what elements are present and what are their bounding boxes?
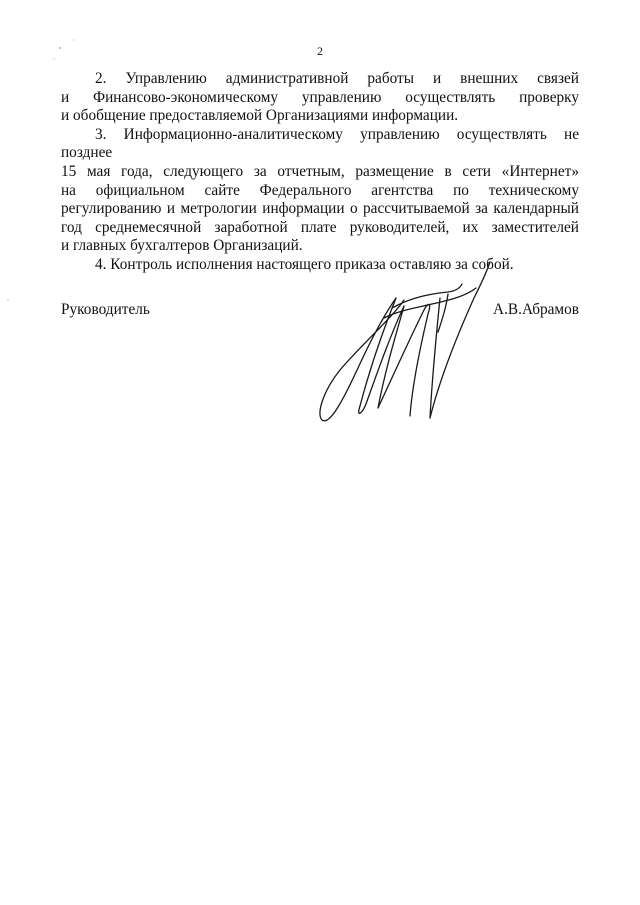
paragraph-line: 4. Контроль исполнения настоящего приказа оставляю за собой. xyxy=(95,255,514,273)
paragraph-line: на официальном сайте Федерального агентства по техническому xyxy=(61,181,579,199)
paragraph-line: 3. Информационно-аналитическому управлению осуществлять не позднее xyxy=(61,125,579,162)
paragraph-line: и обобщение предоставляемой Организациями информации. xyxy=(61,107,459,125)
signatory-role: Руководитель xyxy=(61,301,150,318)
document-body xyxy=(61,70,579,275)
paragraph-line: регулированию и метрологии информации о рассчитываемой за календарный xyxy=(61,200,579,218)
handwritten-signature xyxy=(300,258,530,433)
signatory-name: А.В.Абрамов xyxy=(493,301,579,318)
paragraph-line: 15 мая года, следующего за отчетным, размещение в сети «Интернет» xyxy=(61,162,579,180)
paragraph-2 xyxy=(61,70,579,126)
paragraph-line: год среднемесячной заработной плате руководителей, их заместителей xyxy=(61,218,579,236)
paragraph-line: 2. Управлению административной работы и внешних связей xyxy=(95,70,579,87)
paragraph-line: и Финансово-экономическому управлению осуществлять проверку xyxy=(61,88,579,106)
paragraph-line: и главных бухгалтеров Организаций. xyxy=(61,237,303,255)
paragraph-3 xyxy=(61,126,579,256)
page-number: 2 xyxy=(317,44,323,58)
